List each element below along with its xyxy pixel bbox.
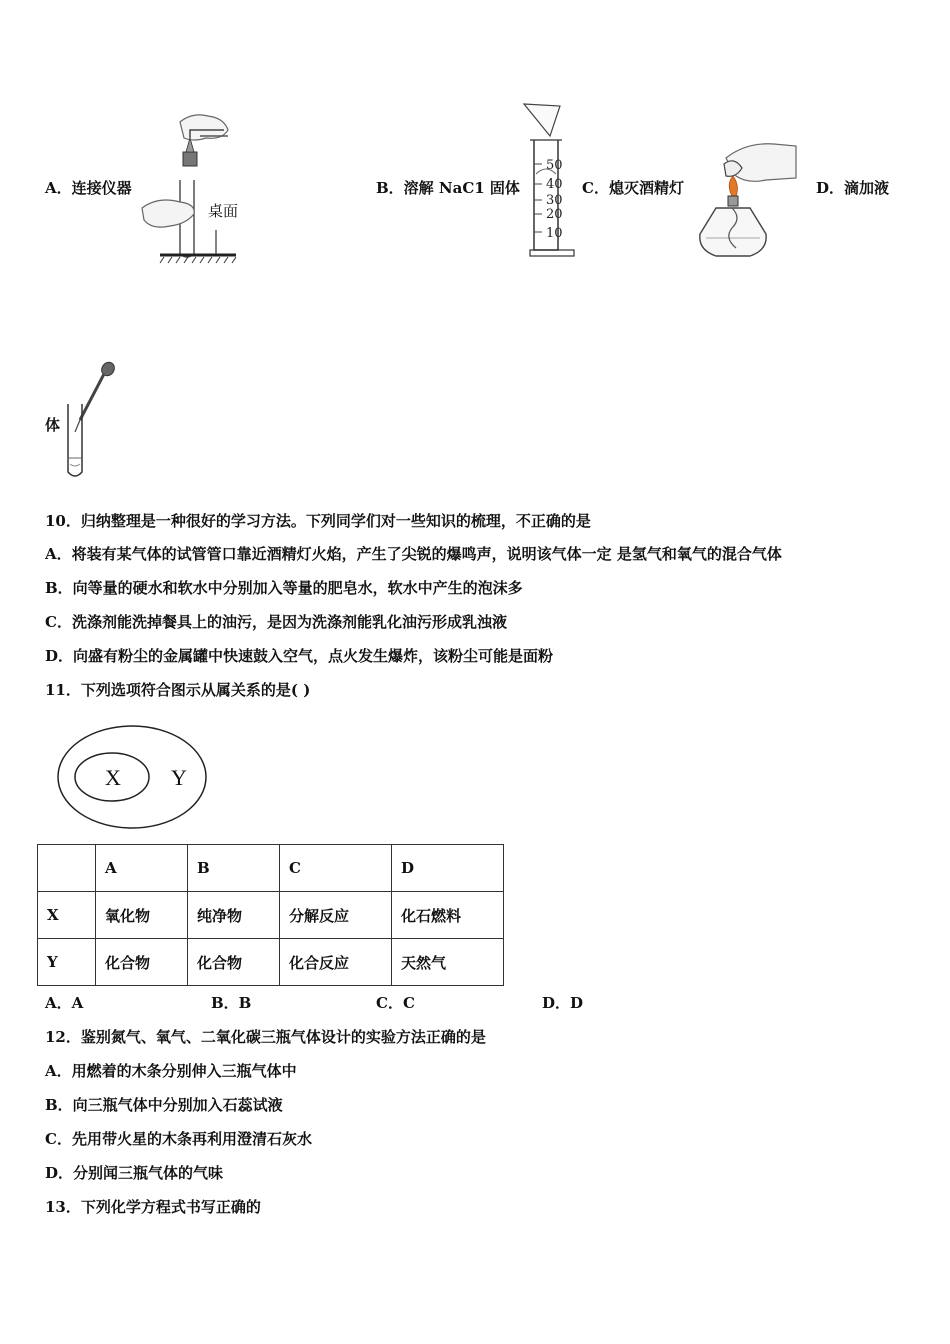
tick-label-40: 40 xyxy=(546,177,563,192)
table-surface-label: 桌面 xyxy=(208,202,239,220)
q10-option-d: D．向盛有粉尘的金属罐中快速鼓入空气，点火发生爆炸，该粉尘可能是面粉 xyxy=(45,647,554,665)
q12-option-b: B．向三瓶气体中分别加入石蕊试液 xyxy=(45,1096,283,1114)
tick-label-50: 50 xyxy=(546,158,563,173)
subset-diagram xyxy=(54,722,210,832)
table-cell: A xyxy=(96,845,188,892)
tick-label-30: 30 xyxy=(546,193,563,208)
q10-option-c: C．洗涤剂能洗掉餐具上的油污，是因为洗涤剂能乳化油污形成乳浊液 xyxy=(45,613,507,631)
q11-answer-a: A．A xyxy=(45,994,84,1012)
table-header-row xyxy=(38,845,504,892)
q12-option-d: D．分别闻三瓶气体的气味 xyxy=(45,1164,224,1182)
q10-option-b: B．向等量的硬水和软水中分别加入等量的肥皂水，软水中产生的泡沫多 xyxy=(45,579,523,597)
q11-answer-b: B．B xyxy=(211,994,252,1012)
table-cell: 纯净物 xyxy=(188,892,280,939)
q11-answer-d: D．D xyxy=(542,994,584,1012)
q9-option-c: C．熄灭酒精灯 xyxy=(582,179,684,197)
table-cell: 天然气 xyxy=(392,939,504,986)
outer-set-label: Y xyxy=(171,765,187,790)
q9-option-d-continued: 体 xyxy=(45,416,61,434)
tick-label-20: 20 xyxy=(546,207,563,222)
table-cell: 化合物 xyxy=(188,939,280,986)
tick-label-10: 10 xyxy=(546,226,563,241)
q12-option-c: C．先用带火星的木条再利用澄清石灰水 xyxy=(45,1130,312,1148)
table-cell: 化合反应 xyxy=(280,939,392,986)
q10-stem: 10．归纳整理是一种很好的学习方法。下列同学们对一些知识的梳理，不正确的是 xyxy=(45,512,591,530)
q12-stem: 12．鉴别氮气、氧气、二氧化碳三瓶气体设计的实验方法正确的是 xyxy=(45,1028,486,1046)
q9-option-b: B．溶解 NaC1 固体 xyxy=(376,179,520,197)
dropper-test-tube-figure xyxy=(62,360,118,484)
q11-answer-c: C．C xyxy=(376,994,415,1012)
q9-option-a: A．连接仪器 xyxy=(45,179,132,197)
q13-stem: 13．下列化学方程式书写正确的 xyxy=(45,1198,261,1216)
table-row xyxy=(38,939,504,986)
table-cell: C xyxy=(280,845,392,892)
table-cell: D xyxy=(392,845,504,892)
q11-stem: 11．下列选项符合图示从属关系的是( ) xyxy=(45,681,311,699)
connect-apparatus-figure xyxy=(140,108,250,266)
table-cell: 分解反应 xyxy=(280,892,392,939)
q11-options-table xyxy=(37,844,504,986)
alcohol-lamp-figure xyxy=(696,138,800,262)
table-cell xyxy=(38,845,96,892)
table-cell: 氧化物 xyxy=(96,892,188,939)
graduated-cylinder-figure xyxy=(520,100,580,262)
inner-set-label: X xyxy=(105,765,121,790)
table-cell: X xyxy=(38,892,96,939)
table-cell: 化石燃料 xyxy=(392,892,504,939)
table-cell: Y xyxy=(38,939,96,986)
q10-option-a: A．将装有某气体的试管管口靠近酒精灯火焰，产生了尖锐的爆鸣声，说明该气体一定 是氢气和氧气的混合气体 xyxy=(45,545,782,563)
q12-option-a: A．用燃着的木条分别伸入三瓶气体中 xyxy=(45,1062,297,1080)
q9-option-d: D．滴加液 xyxy=(816,179,890,197)
table-cell: B xyxy=(188,845,280,892)
table-cell: 化合物 xyxy=(96,939,188,986)
table-row xyxy=(38,892,504,939)
